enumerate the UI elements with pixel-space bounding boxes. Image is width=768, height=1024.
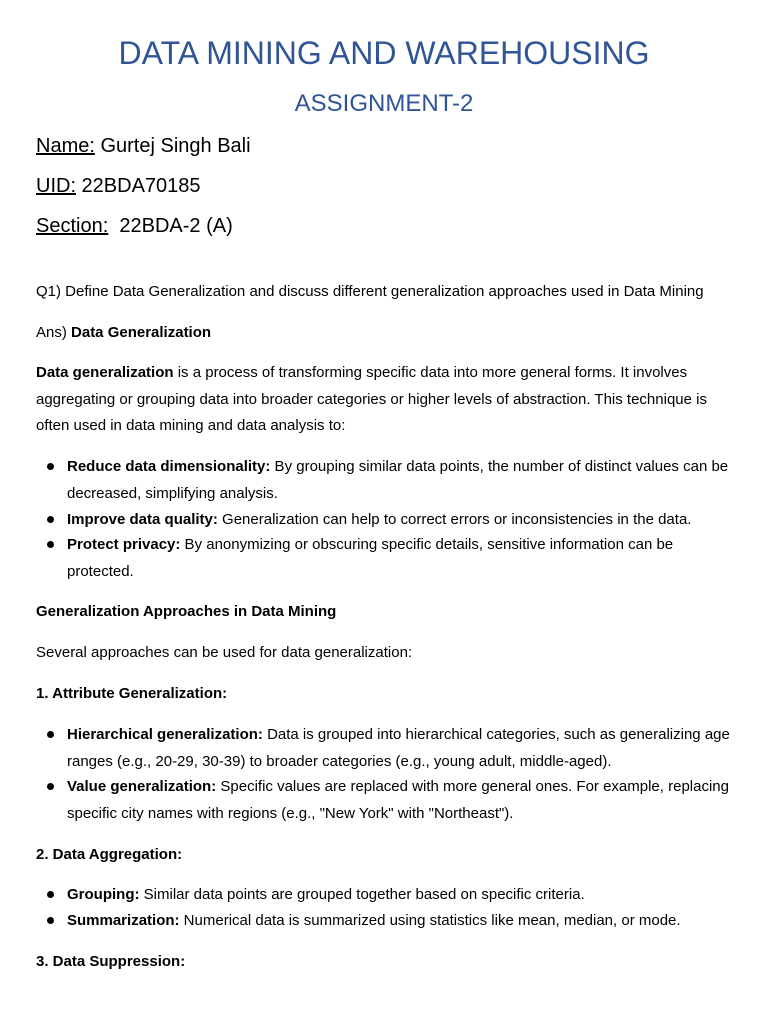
list-item-text: Data is grouped into hierarchical categories, such as generalizing age ranges (e.g., 20-29, 30-39) to broader categories (e.g., young adult, middle-aged). — [67, 726, 730, 770]
bullet-icon — [47, 516, 54, 523]
bullet-icon — [47, 917, 54, 924]
list-item-text: By grouping similar data points, the number of distinct values can be decreased, simplifying analysis. — [67, 458, 729, 502]
list-item-term: Improve data quality: — [67, 511, 218, 528]
bullet-icon — [47, 783, 54, 790]
assignment-subtitle: ASSIGNMENT-2 — [294, 90, 474, 117]
list-item-term: Grouping: — [67, 886, 140, 903]
list-item-text: Similar data points are grouped together based on specific criteria. — [139, 886, 585, 903]
list-item-text: Specific values are replaced with more general ones. For example, replacing specific city names with regions (e.g., "New York" with "Northeast"). — [67, 778, 729, 822]
section-heading — [36, 842, 736, 869]
name-label: Name: — [36, 135, 95, 157]
list-item-text: Numerical data is summarized using statistics like mean, median, or mode. — [179, 912, 681, 929]
bullet-icon — [47, 731, 54, 738]
name-field — [36, 133, 251, 159]
uid-label: UID: — [36, 175, 76, 197]
list-item-term: Reduce data dimensionality: — [67, 458, 271, 475]
section-heading-text: 1. Attribute Generalization: — [36, 685, 228, 702]
list-item — [67, 882, 737, 909]
section-heading — [36, 681, 736, 708]
list-item — [67, 722, 737, 775]
list-item-text: Generalization can help to correct errors or inconsistencies in the data. — [217, 511, 692, 528]
list-item — [67, 454, 737, 507]
approaches-intro: Several approaches can be used for data generalization: — [36, 644, 413, 661]
uid-value: 22BDA70185 — [76, 175, 201, 197]
section-field — [36, 213, 233, 239]
definition-text: is a process of transforming specific data into more general forms. It involves aggregating or grouping data into broader categories or higher levels of abstraction. This technique is often used in data mining and data analysis to: — [36, 364, 707, 434]
bullet-icon — [47, 541, 54, 548]
uid-field — [36, 173, 201, 199]
list-item — [67, 507, 737, 534]
approaches-heading-text: Generalization Approaches in Data Mining — [36, 603, 337, 620]
approaches-heading — [36, 599, 736, 626]
section-heading-text: 3. Data Suppression: — [36, 953, 186, 970]
list-item-term: Hierarchical generalization: — [67, 726, 263, 743]
definition-paragraph — [36, 360, 736, 440]
question-text: Q1) Define Data Generalization and discuss different generalization approaches used in Data Mining — [36, 283, 704, 300]
list-item-term: Summarization: — [67, 912, 180, 929]
list-item — [67, 774, 737, 827]
document-title: DATA MINING AND WAREHOUSING — [118, 35, 650, 71]
section-heading — [36, 949, 736, 976]
definition-term: Data generalization — [36, 364, 174, 381]
list-item-term: Protect privacy: — [67, 536, 181, 553]
bullet-icon — [47, 463, 54, 470]
list-item-text: By anonymizing or obscuring specific details, sensitive information can be protected. — [67, 536, 674, 580]
answer-prefix: Ans) — [36, 324, 72, 341]
section-value: 22BDA-2 (A) — [108, 215, 233, 237]
list-item — [67, 532, 737, 585]
answer-heading-line — [36, 320, 736, 347]
list-item — [67, 908, 737, 935]
bullet-icon — [47, 891, 54, 898]
name-value: Gurtej Singh Bali — [94, 135, 251, 157]
list-item-term: Value generalization: — [67, 778, 217, 795]
section-label: Section: — [36, 215, 109, 237]
section-heading-text: 2. Data Aggregation: — [36, 846, 183, 863]
answer-heading: Data Generalization — [71, 324, 212, 341]
